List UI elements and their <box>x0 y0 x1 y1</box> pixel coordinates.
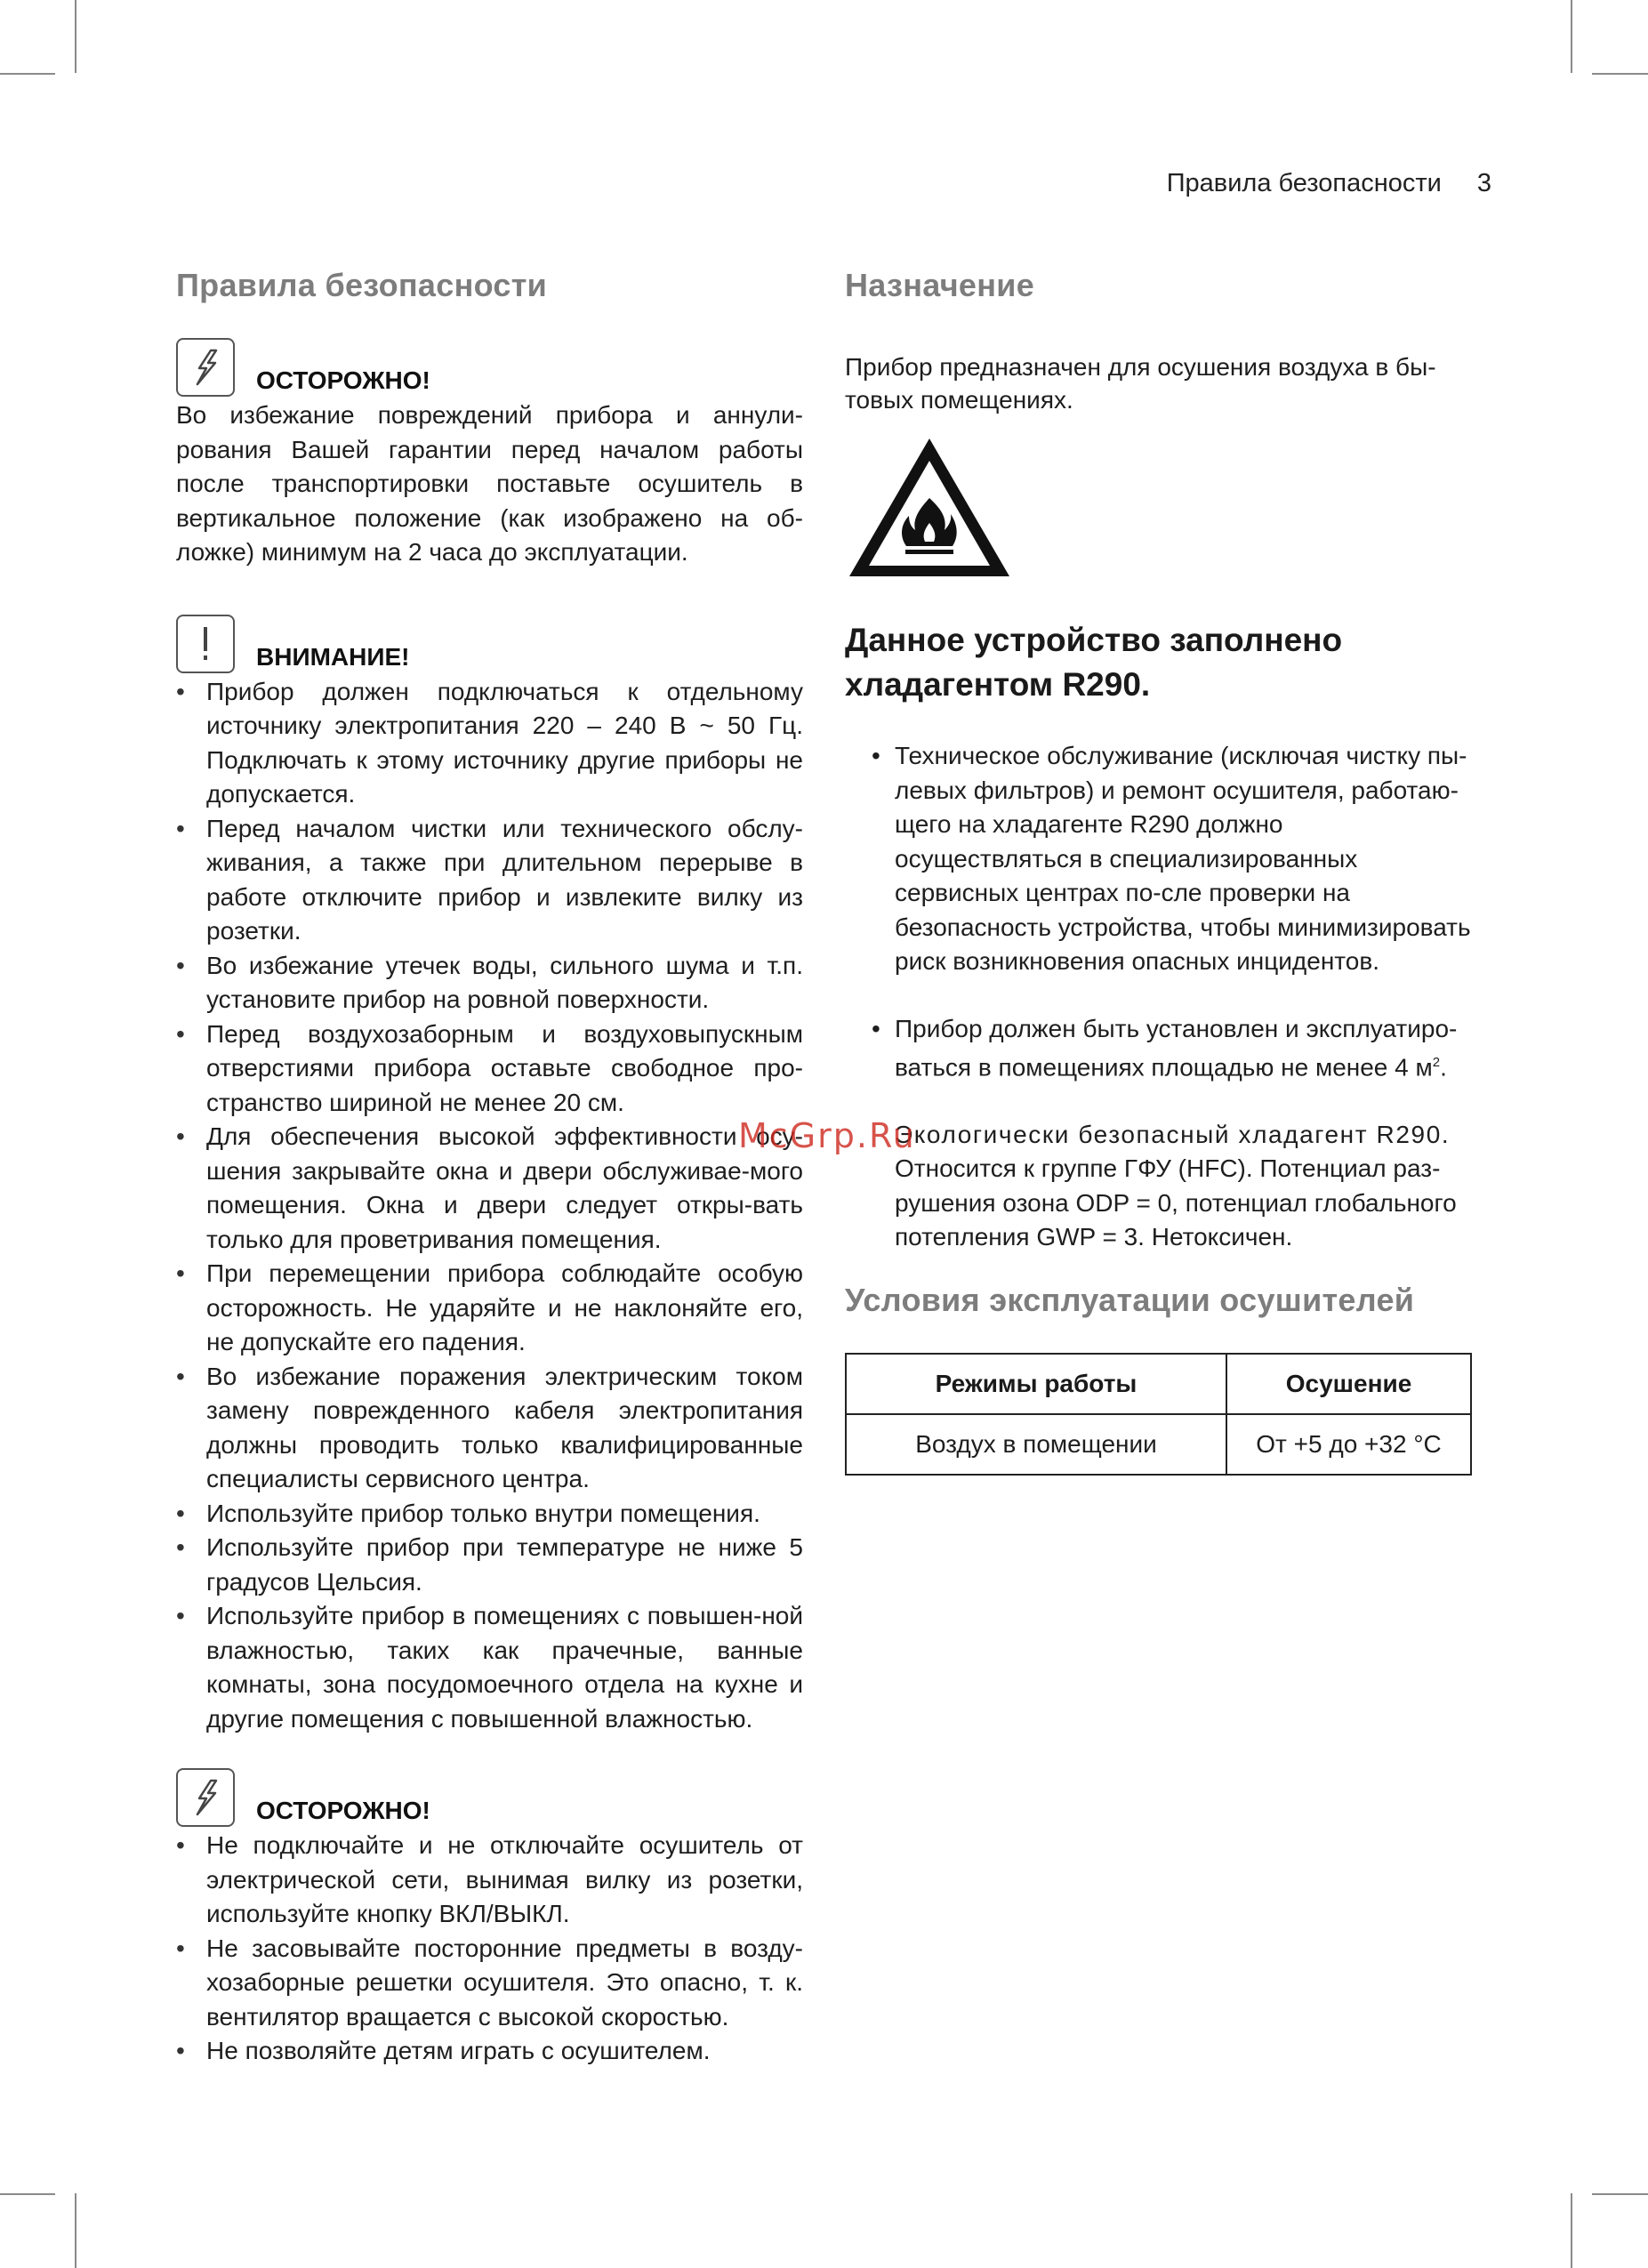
safety-heading: Правила безопасности <box>176 267 548 303</box>
conditions-heading: Условия эксплуатации осушителей <box>845 1281 1415 1318</box>
list-item: • Во избежание поражения электрическим током замену поврежденного кабеля электропитания должны проводить только квалифицированные специалисты сервисного центра. <box>176 1360 803 1497</box>
running-title: Правила безопасности <box>1166 169 1442 197</box>
caution-notice-2 <box>176 1768 803 1827</box>
right-column <box>845 267 1472 1476</box>
crop-mark <box>1592 2193 1648 2195</box>
electric-hazard-icon <box>176 1768 235 1827</box>
table-cell: От +5 до +32 °C <box>1226 1414 1471 1475</box>
list-item <box>845 1012 1472 1085</box>
list-item: • Не подключайте и не отключайте осушитель от электрической сети, вынимая вилку из розетки, используйте кнопку ВКЛ/ВЫКЛ. <box>176 1829 803 1932</box>
caution-list <box>176 1829 803 2069</box>
list-item: • Прибор должен подключаться к отдельному источнику электропитания 220 – 240 В ~ 50 Гц. Подключать к этому источнику другие приборы не допускается. <box>176 675 803 812</box>
exclamation-icon <box>176 615 235 673</box>
eco-first-line: Экологически безопасный хладагент R290. <box>895 1120 1451 1148</box>
list-item: • Используйте прибор только внутри помещения. <box>176 1497 803 1532</box>
operating-conditions-table <box>845 1353 1472 1476</box>
caution-notice-1 <box>176 338 803 397</box>
flammable-warning-icon <box>845 434 1014 581</box>
crop-mark <box>1571 0 1572 73</box>
electric-hazard-icon <box>176 338 235 397</box>
area-text: Прибор должен быть установлен и эксплуатиро-ваться в помещениях площадью не менее 4 м <box>895 1014 1458 1082</box>
list-item: • Перед началом чистки или технического обслу-живания, а также при длительном перерыве в работе отключите прибор и извлеките вилку из розетки. <box>176 812 803 949</box>
crop-mark <box>75 0 76 73</box>
crop-mark <box>75 2193 76 2268</box>
area-superscript: 2 <box>1432 1055 1441 1070</box>
list-item: • Используйте прибор при температуре не ниже 5 градусов Цельсия. <box>176 1531 803 1599</box>
list-item: • Не засовывайте посторонние предметы в возду-хозаборные решетки осушителя. Это опасно, т. к. вентилятор вращается с высокой скоростью. <box>176 1932 803 2035</box>
crop-mark <box>0 2193 55 2195</box>
service-text: Техническое обслуживание (исключая чистку пы-левых фильтров) и ремонт осушителя, работаю-щего на хладагенте R290 должно осуществляться в специализированных сервисных центрах по-сле проверки на безопасность устройства, чтобы минимизировать риск возникновения опасных инцидентов. <box>895 742 1471 975</box>
attention-list <box>176 675 803 1737</box>
column-header: Режимы работы <box>846 1354 1226 1414</box>
crop-mark <box>1592 73 1648 75</box>
list-item: • При перемещении прибора соблюдайте особую осторожность. Не ударяйте и не наклоняйте его, не допускайте его падения. <box>176 1257 803 1360</box>
attention-title: ВНИМАНИЕ! <box>256 642 410 671</box>
column-header: Осушение <box>1226 1354 1471 1414</box>
list-item <box>845 739 1472 979</box>
crop-mark <box>1571 2193 1572 2268</box>
crop-mark <box>0 73 55 75</box>
bullet: • <box>872 1014 880 1042</box>
list-item: • Во избежание утечек воды, сильного шума и т.п. установите прибор на ровной поверхности. <box>176 949 803 1017</box>
eco-text: Относится к группе ГФУ (HFC). Потенциал раз-рушения озона ODP = 0, потенциал глобального потепления GWP = 3. Нетоксичен. <box>895 1154 1457 1251</box>
attention-notice <box>176 615 803 673</box>
page-number: 3 <box>1476 169 1491 197</box>
watermark: McGrp.Ru <box>738 1116 916 1155</box>
bullet: • <box>872 742 880 769</box>
list-item: • Не позволяйте детям играть с осушителем. <box>176 2034 803 2069</box>
purpose-text: Прибор предназначен для осушения воздуха в бы-товых помещениях. <box>845 353 1436 414</box>
caution-text: Во избежание повреждений прибора и аннули-рования Вашей гарантии перед началом работы после транспортировки поставьте осушитель в вертикальное положение (как изображено на об-ложке) минимум на 2 часа до эксплуатации. <box>176 401 803 566</box>
area-end: . <box>1440 1053 1447 1082</box>
left-column <box>176 267 803 2069</box>
refrigerant-heading: Данное устройство заполнено хладагентом R290. <box>845 622 1343 703</box>
table-cell: Воздух в помещении <box>846 1414 1226 1475</box>
list-item: • Перед воздухозаборным и воздуховыпускным отверстиями прибора оставьте свободное про-странство шириной не менее 20 см. <box>176 1017 803 1121</box>
table-row <box>846 1414 1471 1475</box>
refrigerant-list <box>845 739 1472 1255</box>
list-item: • Для обеспечения высокой эффективности осу-шения закрывайте окна и двери обслуживае-мого помещения. Окна и двери следует откры-вать только для проветривания помещения. <box>176 1120 803 1257</box>
purpose-heading: Назначение <box>845 267 1035 303</box>
running-header <box>1167 169 1491 198</box>
eco-paragraph <box>845 1118 1472 1255</box>
table-header-row <box>846 1354 1471 1414</box>
caution-title: ОСТОРОЖНО! <box>256 366 430 394</box>
caution-title: ОСТОРОЖНО! <box>256 1797 430 1824</box>
list-item: • Используйте прибор в помещениях с повышен-ной влажностью, таких как прачечные, ванные комнаты, зона посудомоечного отдела на кухне и другие помещения с повышенной влажностью. <box>176 1599 803 1736</box>
